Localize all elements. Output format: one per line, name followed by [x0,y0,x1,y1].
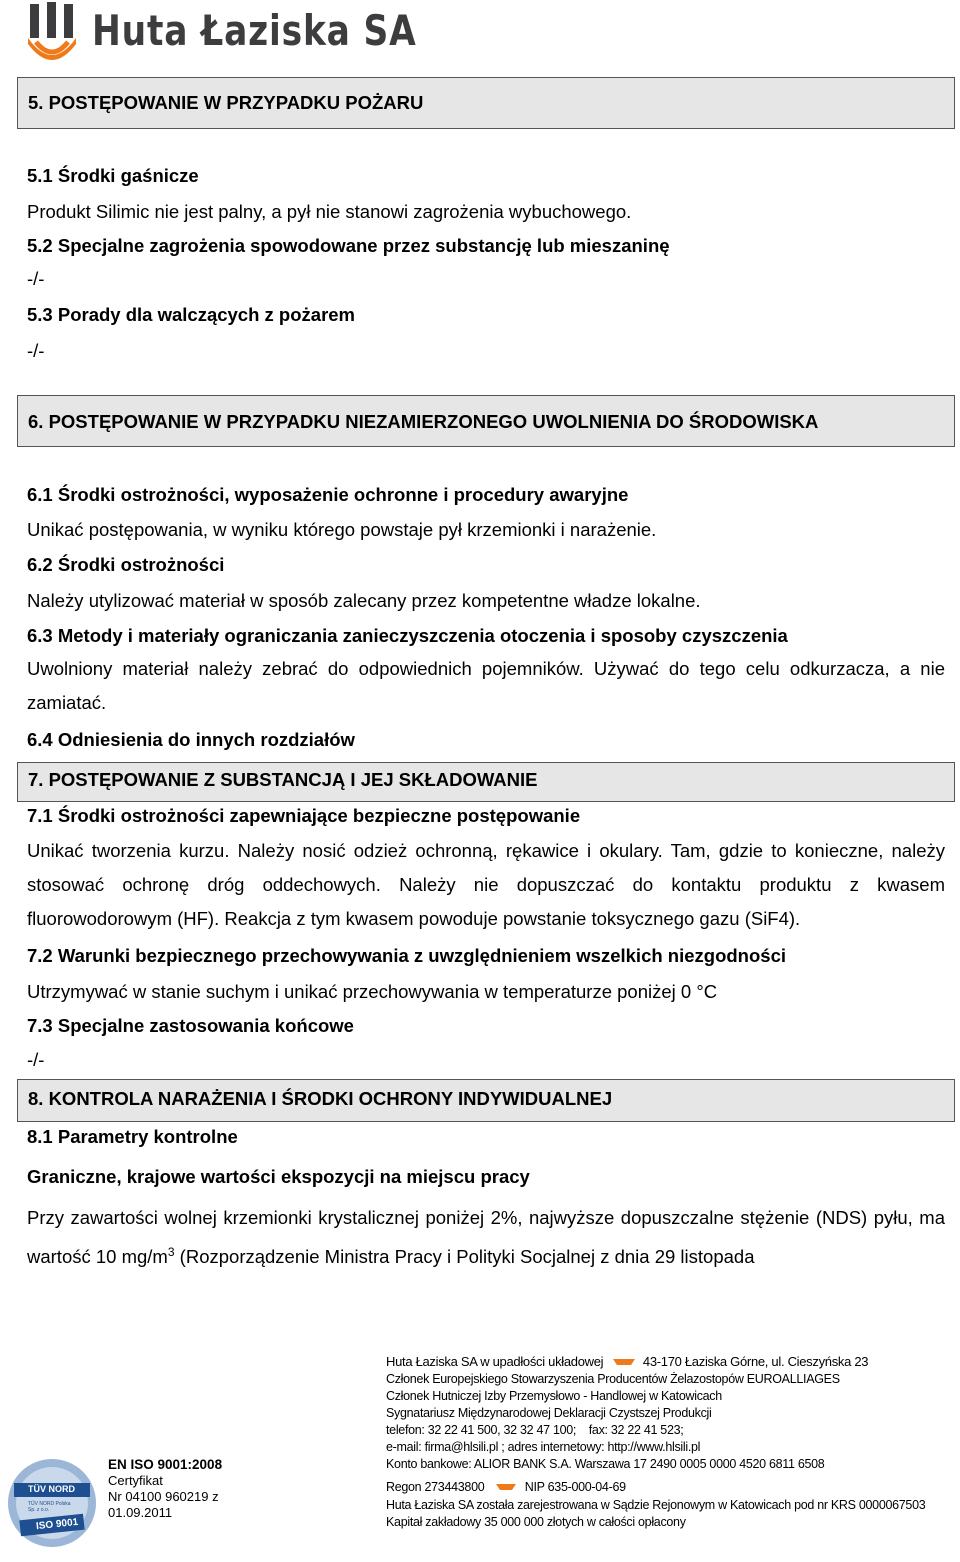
cert-line1: Certyfikat [108,1473,163,1488]
cert-block [108,1457,222,1520]
krs-registration: Huta Łaziska SA została zarejestrowana w Sądzie Rejonowym w Katowicach pod nr KRS 0000067503 [386,1498,926,1512]
section-8-text-b: (Rozporządzenie Ministra Pracy i Polityki Socjalnej z dnia 29 listopada [174,1246,755,1268]
section-8-text-a: Przy zawartości wolnej krzemionki krystalicznej poniżej 2%, najwyższe dopuszczalne stężenie (NDS) pyłu, ma wartość 10 mg/m [27,1207,945,1268]
section-7-3-text: -/- [27,1049,45,1070]
section-6-4-title: 6.4 Odniesienia do innych rozdziałów [27,729,355,750]
section-7-1-title: 7.1 Środki ostrożności zapewniające bezpieczne postępowanie [27,805,581,826]
regon: Regon 273443800 [386,1480,485,1494]
section-5-1-text: Produkt Silimic nie jest palny, a pył nie stanowi zagrożenia wybuchowego. [27,201,632,222]
phone-fax: telefon: 32 22 41 500, 32 32 47 100; fax: 32 22 41 523; [386,1423,684,1437]
section-7-1-text: Unikać tworzenia kurzu. Należy nosić odzież ochronną, rękawice i okulary. Tam, gdzie to konieczne, należy stosować ochronę dróg oddechowych. Należy nie dopuszczać do kontaktu produktu z kwasem fluorowodorowym (HF). Reakcja z tym kwasem powoduje powstanie toksycznego gazu (SiF4). [27,840,945,929]
member-2: Członek Hutniczej Izby Przemysłowo - Handlowej w Katowicach [386,1389,722,1403]
section-5-1-title: 5.1 Środki gaśnicze [27,165,199,186]
section-8-paragraph [27,1201,945,1274]
section-6-title: 6. POSTĘPOWANIE W PRZYPADKU NIEZAMIERZONEGO UWOLNIENIA DO ŚRODOWISKA [28,411,819,432]
cert-iso: EN ISO 9001:2008 [108,1457,223,1472]
orange-arrow-icon [496,1483,516,1491]
section-7-header [17,762,955,802]
section-7-2-title: 7.2 Warunki bezpiecznego przechowywania z uwzględnieniem wszelkich niezgodności [27,945,787,966]
section-8-1-title: 8.1 Parametry kontrolne [27,1126,238,1147]
section-6-1-title: 6.1 Środki ostrożności, wyposażenie ochronne i procedury awaryjne [27,484,629,505]
section-6-2-title: 6.2 Środki ostrożności [27,554,225,575]
section-5-2-text: -/- [27,268,45,289]
section-7-2-text: Utrzymywać w stanie suchym i unikać przechowywania w temperaturze poniżej 0 °C [27,981,718,1002]
cert-line2: Nr 04100 960219 z [108,1489,219,1504]
section-6-1-text: Unikać postępowania, w wyniku którego powstaje pył krzemionki i narażenie. [27,519,657,540]
company-logo [26,2,417,68]
unit-superscript: 3 [167,1245,175,1259]
logo-wordmark: Huta Łaziska SA [92,6,417,55]
section-5-2-title: 5.2 Specjalne zagrożenia spowodowane przez substancję lub mieszaninę [27,235,670,256]
section-7-3-title: 7.3 Specjalne zastosowania końcowe [27,1015,354,1036]
email-web: e-mail: firma@hlsili.pl ; adres internetowy: http://www.hlsili.pl [386,1440,701,1454]
section-8-header [17,1079,955,1122]
regon-nip-line [386,1477,946,1497]
company-name: Huta Łaziska SA w upadłości układowej [386,1354,604,1369]
signatory: Sygnatariusz Międzynarodowej Deklaracji Czystszej Produkcji [386,1406,712,1420]
section-5-3-title: 5.3 Porady dla walczących z pożarem [27,304,356,325]
tuv-badge-top: TÜV NORD [28,1484,75,1494]
section-6-3-text: Uwolniony materiał należy zebrać do odpowiednich pojemników. Używać do tego celu odkurzacza, a nie zamiatać. [27,658,945,713]
section-5-3-text: -/- [27,340,45,361]
section-6-2-text: Należy utylizować materiał w sposób zalecany przez kompetentne władze lokalne. [27,590,701,611]
cert-line3: 01.09.2011 [108,1505,173,1520]
orange-arrow-icon [613,1358,635,1366]
section-5-header [17,77,955,129]
bank-account: Konto bankowe: ALIOR BANK S.A. Warszawa 17 2490 0005 0000 4520 6811 6508 [386,1457,825,1471]
section-5-title: 5. POSTĘPOWANIE W PRZYPADKU POŻARU [28,92,424,113]
section-7-title: 7. POSTĘPOWANIE Z SUBSTANCJĄ I JEJ SKŁADOWANIE [28,769,538,790]
share-capital: Kapitał zakładowy 35 000 000 złotych w całości opłacony [386,1515,686,1529]
logo-mark-icon [26,2,78,66]
section-6-header [17,395,955,447]
tuv-badge-bottom: ISO 9001 [35,1516,79,1533]
tuv-badge-mid: TÜV NORD Polska Sp. z o.o. [28,1501,71,1513]
section-6-3-title: 6.3 Metody i materiały ograniczania zanieczyszczenia otoczenia i sposoby czyszczenia [27,625,788,646]
company-info [386,1352,946,1531]
section-8-title: 8. KONTROLA NARAŻENIA I ŚRODKI OCHRONY INDYWIDUALNEJ [28,1088,613,1109]
section-8-subheading: Graniczne, krajowe wartości ekspozycji na miejscu pracy [27,1166,530,1187]
company-line [386,1352,946,1371]
company-address: 43-170 Łaziska Górne, ul. Cieszyńska 23 [642,1354,869,1369]
member-1: Członek Europejskiego Stowarzyszenia Producentów Żelazostopów EUROALLIAGES [386,1372,840,1386]
nip: NIP 635-000-04-69 [524,1480,626,1494]
tuv-badge [6,1455,98,1551]
